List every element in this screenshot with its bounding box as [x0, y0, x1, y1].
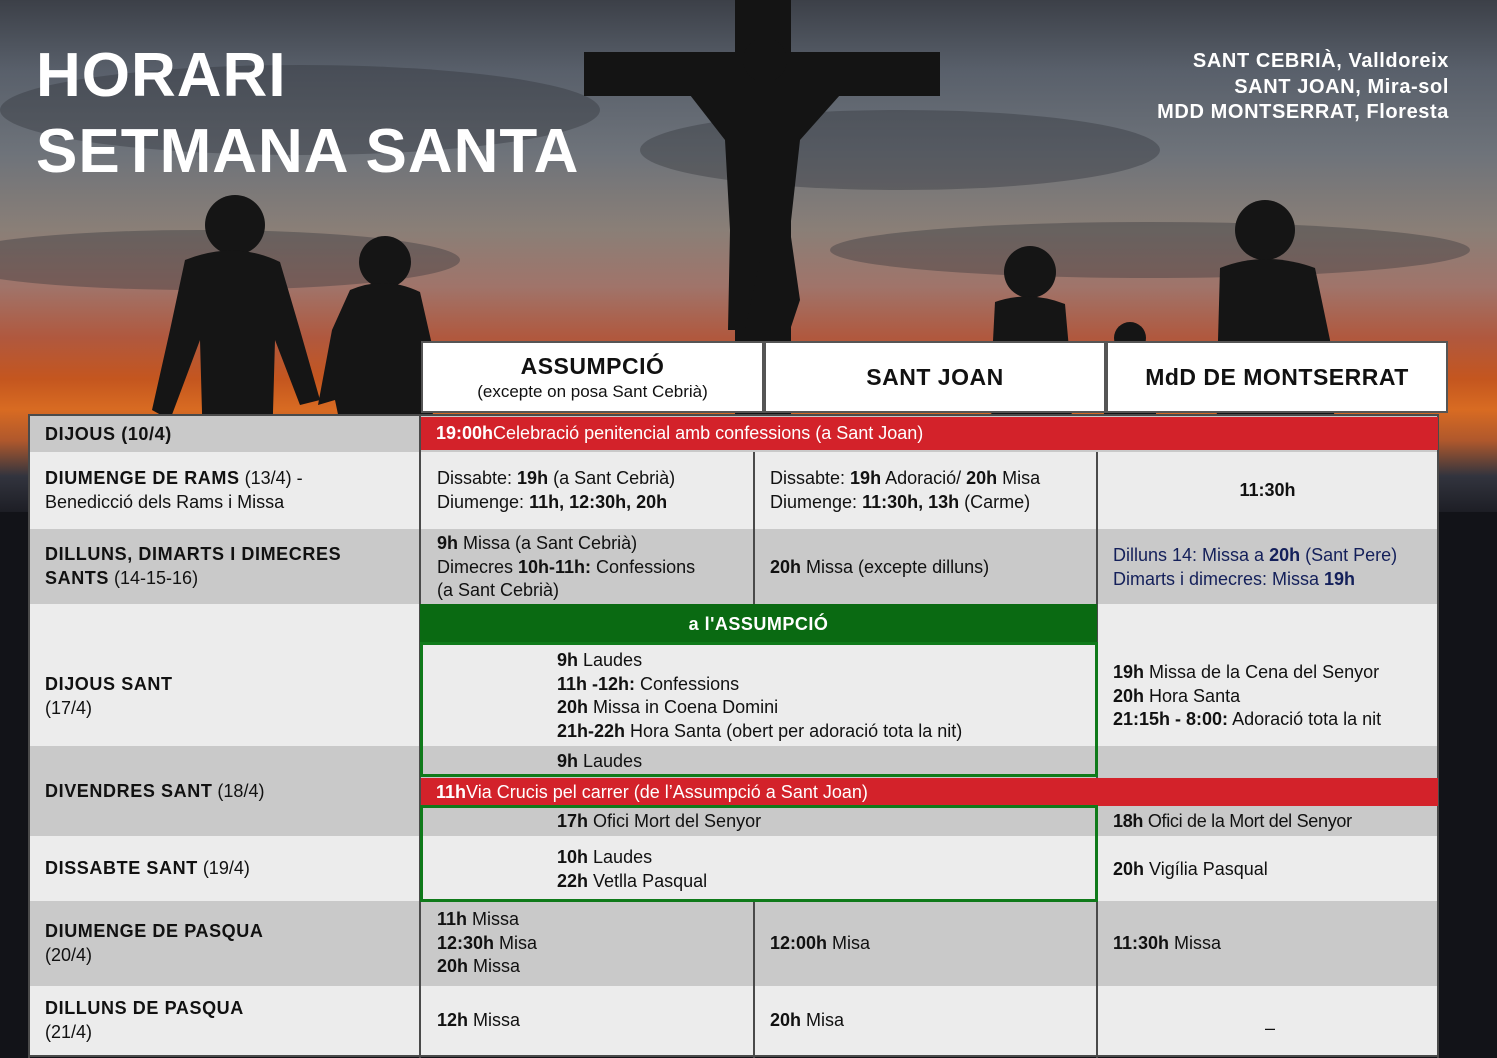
event-penitential-time: 19:00h — [436, 423, 494, 443]
cell-time: 19h — [850, 468, 882, 488]
cell-time: 11:30h — [1239, 479, 1296, 500]
cell-text: Missa — [468, 1010, 521, 1030]
row-label-dilluns — [45, 543, 341, 590]
cell-dissabte-assumpcio — [557, 846, 707, 893]
row-label-dilluns-pasqua-date: (21/4) — [45, 1021, 93, 1042]
cell-time: 21h-22h — [557, 720, 626, 741]
cell-text: Missa (excepte dilluns) — [801, 557, 990, 577]
cell-text: Vetlla Pasqual — [588, 870, 708, 891]
cell-text: Laudes — [588, 847, 653, 867]
cell-time: 9h — [557, 751, 579, 771]
event-via-crucis — [421, 778, 1438, 806]
cell-text: Missa — [1169, 933, 1222, 953]
cell-text: Hora Santa — [1144, 685, 1241, 706]
cell-time: 19h — [517, 468, 549, 488]
cell-dilluns-pasqua-sant-joan — [770, 1009, 844, 1033]
cell-pasqua-assumpcio — [437, 908, 537, 979]
row-label-pasqua — [45, 920, 264, 967]
column-header-montserrat — [1106, 341, 1448, 413]
cell-dijous-sant-montserrat — [1113, 661, 1381, 732]
cell-text: Missa in Coena Domini — [588, 697, 779, 717]
cell-time: 21:15h - 8:00: — [1113, 709, 1229, 729]
event-via-crucis-time: 11h — [436, 781, 467, 802]
cell-text: Missa (a Sant Cebrià) — [458, 533, 638, 553]
cell-text: (a Sant Cebrià) — [437, 580, 560, 600]
cell-time: 20h — [1269, 545, 1301, 565]
column-header-sant-joan — [764, 341, 1106, 413]
cell-text: Adoració/ — [881, 468, 967, 488]
row-label-dijous-sant — [45, 673, 173, 720]
cell-dilluns-pasqua-assumpcio — [437, 1009, 520, 1033]
cell-divendres-ofici-assumpcio — [557, 810, 761, 834]
event-via-crucis-text: Via Crucis pel carrer (de l’Assumpció a Sant Joan) — [466, 781, 868, 802]
row-label-dilluns-name: DILLUNS, DIMARTS I DIMECRES — [45, 544, 342, 564]
event-penitential-text: Celebració penitencial amb confessions (a Sant Joan) — [493, 423, 924, 443]
cell-time: 10h — [557, 847, 589, 867]
cell-time: 12:30h — [437, 932, 495, 953]
event-penitential-celebration — [421, 417, 1438, 450]
parish-sant-cebria: SANT CEBRIÀ, Valldoreix — [1192, 50, 1449, 72]
row-label-dijous-date: (10/4) — [115, 424, 172, 444]
cell-text: Ofici de la Mort del Senyor — [1143, 811, 1352, 831]
row-label-divendres — [45, 780, 264, 804]
cell-time: 10h-11h: — [518, 556, 592, 577]
cell-time: 17h — [557, 811, 589, 831]
row-label-dijous-name: DIJOUS — [45, 424, 116, 444]
row-label-divendres-date: (18/4) — [212, 781, 265, 801]
cell-text: (Carme) — [959, 491, 1031, 512]
cell-pasqua-montserrat — [1113, 932, 1221, 956]
cell-text: Missa — [468, 956, 521, 976]
table-border-top — [28, 414, 1439, 416]
cell-time: 9h — [437, 533, 459, 553]
row-label-rams-sub: Benedicció dels Rams i Missa — [45, 491, 285, 512]
cell-text: Dimecres — [437, 556, 519, 577]
page-title-line-2: SETMANA SANTA — [36, 117, 580, 186]
cell-rams-sant-joan — [770, 467, 1040, 514]
cell-text: Ofici Mort del Senyor — [588, 811, 762, 831]
column-title-assumpcio: ASSUMPCIÓ — [520, 352, 665, 379]
cell-pasqua-sant-joan — [770, 932, 870, 956]
cell-rams-montserrat — [1098, 452, 1437, 529]
column-divider-1 — [419, 414, 421, 1058]
cell-text: (a Sant Cebrià) — [548, 468, 676, 488]
cell-text: Dissabte: — [437, 468, 518, 488]
cell-text: Missa de la Cena del Senyor — [1144, 662, 1380, 682]
row-label-dissabte — [45, 857, 250, 881]
cell-text: Missa — [467, 909, 520, 929]
cell-time: 20h — [1113, 859, 1145, 879]
cell-text: Dissabte: — [770, 468, 851, 488]
cell-text: Misa — [801, 1010, 845, 1030]
cell-text: Laudes — [578, 650, 643, 670]
cell-dijous-sant-assumpcio — [557, 649, 962, 743]
cell-dilluns-sant-joan — [770, 556, 989, 580]
cell-time: 20h — [557, 697, 589, 717]
cell-divendres-ofici-montserrat — [1113, 810, 1352, 834]
row-label-dijous — [45, 423, 172, 447]
row-label-rams-name: DIUMENGE DE RAMS — [45, 468, 240, 488]
cell-text: Dilluns 14: Missa a — [1113, 545, 1270, 565]
table-border-left — [28, 414, 30, 1058]
cell-text: Diumenge: — [437, 491, 530, 512]
row-label-dijous-sant-date: (17/4) — [45, 697, 93, 718]
cell-time: 12:00h — [770, 933, 828, 953]
cell-text: Adoració tota la nit — [1228, 709, 1382, 729]
cell-text: (Sant Pere) — [1300, 545, 1398, 565]
cell-text: Dimarts i dimecres: Missa — [1113, 568, 1325, 589]
row-label-dilluns-pasqua — [45, 997, 244, 1044]
cell-time: 20h — [770, 557, 802, 577]
cell-rams-assumpcio — [437, 467, 675, 514]
column-title-montserrat: MdD DE MONTSERRAT — [1145, 363, 1409, 390]
cell-text: Misa — [997, 468, 1041, 488]
cell-text: Misa — [494, 932, 538, 953]
cell-time: 11:30h, 13h — [862, 491, 960, 512]
cell-text: Confessions — [591, 556, 696, 577]
row-label-dissabte-date: (19/4) — [197, 858, 250, 878]
cell-dilluns-pasqua-montserrat: – — [1265, 1018, 1276, 1038]
cell-text: Laudes — [578, 751, 643, 771]
cell-time: 19h — [1324, 568, 1356, 589]
cell-time: 20h — [437, 956, 469, 976]
row-label-divendres-name: DIVENDRES SANT — [45, 781, 213, 801]
cell-text: Vigília Pasqual — [1144, 859, 1268, 879]
cell-time: 11h — [437, 909, 468, 929]
column-header-assumpcio — [421, 341, 764, 413]
row-label-pasqua-name: DIUMENGE DE PASQUA — [45, 921, 264, 941]
row-label-dilluns-name2: SANTS — [45, 567, 110, 588]
table-border-right — [1437, 414, 1439, 1058]
cell-time: 20h — [1113, 685, 1145, 706]
row-label-dissabte-name: DISSABTE SANT — [45, 858, 198, 878]
row-label-rams — [45, 467, 303, 514]
cell-time: 11:30h — [1113, 933, 1170, 953]
page-title-line-1: HORARI — [36, 41, 287, 110]
column-divider-2b — [753, 901, 755, 1058]
column-divider-2a — [753, 452, 755, 604]
column-note-assumpcio: (excepte on posa Sant Cebrià) — [477, 381, 708, 401]
table-border-bottom — [28, 1055, 1439, 1057]
cell-time: 11h, 12:30h, 20h — [529, 491, 668, 512]
cell-time: 20h — [966, 468, 998, 488]
cell-dilluns-assumpcio — [437, 532, 695, 603]
cell-text: Diumenge: — [770, 491, 863, 512]
green-header-assumpcio: a l'ASSUMPCIÓ — [420, 604, 1097, 644]
column-title-sant-joan: SANT JOAN — [866, 363, 1004, 390]
cell-text: Hora Santa (obert per adoració tota la nit) — [625, 720, 963, 741]
cell-text: Confessions — [635, 673, 740, 694]
cell-dissabte-montserrat — [1113, 858, 1268, 882]
cell-time: 20h — [770, 1010, 802, 1030]
row-label-pasqua-date: (20/4) — [45, 944, 93, 965]
row-label-rams-date: (13/4) - — [239, 468, 303, 488]
parish-sant-joan: SANT JOAN, Mira-sol — [1234, 76, 1449, 98]
column-divider-3c — [1096, 806, 1098, 1058]
cell-dilluns-montserrat — [1113, 544, 1397, 591]
cell-time: 19h — [1113, 662, 1145, 682]
parish-montserrat: MDD MONTSERRAT, Floresta — [1157, 101, 1449, 123]
row-label-dilluns-pasqua-name: DILLUNS DE PASQUA — [45, 998, 244, 1018]
cell-text: Misa — [827, 933, 871, 953]
cell-time: 9h — [557, 650, 579, 670]
cell-time: 12h — [437, 1010, 469, 1030]
cell-time: 18h — [1113, 811, 1144, 831]
cell-time: 22h — [557, 870, 589, 891]
row-label-dilluns-date: (14-15-16) — [109, 567, 199, 588]
cell-divendres-laudes — [557, 750, 642, 774]
row-label-dijous-sant-name: DIJOUS SANT — [45, 674, 173, 694]
cell-time: 11h -12h: — [557, 673, 636, 694]
